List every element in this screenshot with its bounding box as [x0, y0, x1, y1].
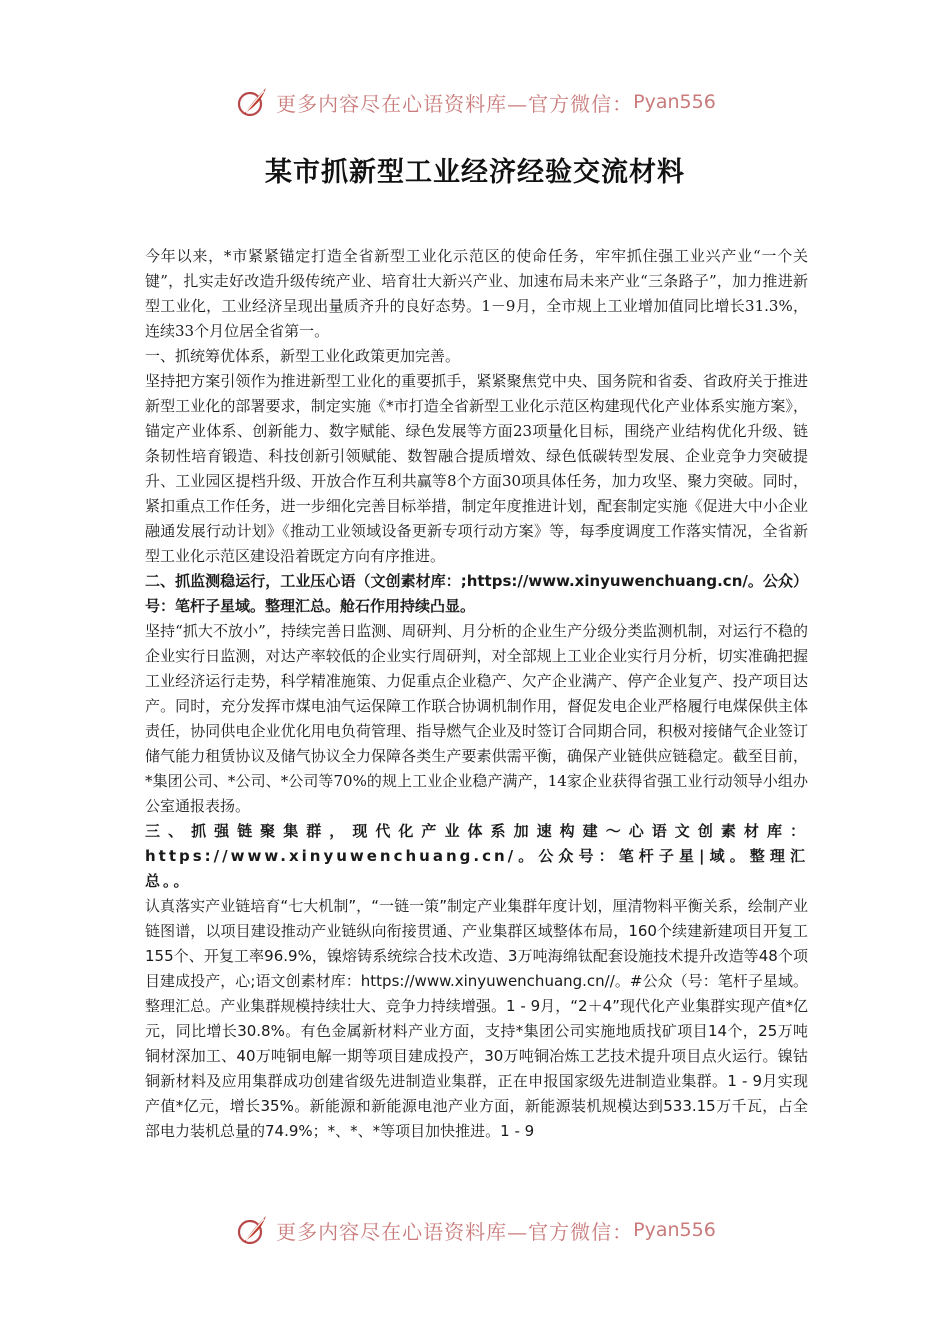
- section-heading-2: 二、抓监测稳运行，工业压心语（文创素材库：;https://www.xinyuwenchuang.cn/。公众）号：笔杆子星域。整理汇总。舱石作用持续凸显。: [145, 572, 808, 615]
- watermark-wechat-id: Pyan556: [633, 1219, 716, 1241]
- section-heading-3: 三、抓强链聚集群，现代化产业体系加速构建～心语文创素材库：https://www.xinyuwenchuang.cn/。公众号：笔杆子星|域。整理汇总。。: [145, 822, 808, 890]
- watermark-banner-top: [0, 82, 950, 122]
- feather-logo-icon: [234, 1212, 270, 1248]
- document-title: 某市抓新型工业经济经验交流材料: [265, 157, 685, 188]
- watermark-wechat-id: Pyan556: [633, 91, 716, 113]
- watermark-text: 更多内容尽在心语资料库—官方微信：: [276, 91, 634, 116]
- watermark-text: 更多内容尽在心语资料库—官方微信：: [276, 1219, 634, 1244]
- feather-logo-icon: [234, 84, 270, 120]
- watermark-banner-bottom: [0, 1210, 950, 1250]
- paragraph-section-2: 坚持“抓大不放小”，持续完善日监测、周研判、月分析的企业生产分级分类监测机制，对运行不稳的企业实行日监测，对达产率较低的企业实行周研判，对全部规上工业企业实行月分析，切实准确把握工业经济运行走势，科学精准施策、力促重点企业稳产、欠产企业满产、停产企业复产、投产项目达产。同时，充分发挥市煤电油气运保障工作联合协调机制作用，督促发电企业严格履行电煤保供主体责任，协同供电企业优化用电负荷管理、指导燃气企业及时签订合同期合同，积极对接储气企业签订储气能力租赁协议及储气协议全力保障各类生产要素供需平衡，确保产业链供应链稳定。截至目前，*集团公司、*公司、*公司等70%的规上工业企业稳产满产，14家企业获得省强工业行动领导小组办公室通报表扬。: [145, 622, 808, 815]
- paragraph-intro: 今年以来，*市紧紧锚定打造全省新型工业化示范区的使命任务，牢牢抓住强工业兴产业“一个关键”，扎实走好改造升级传统产业、培育壮大新兴产业、加速布局未来产业“三条路子”，加力推进新型工业化，工业经济呈现出量质齐升的良好态势。1－9月，全市规上工业增加值同比增长31.3%，连续33个月位居全省第一。: [145, 247, 808, 340]
- section-heading-1: 一、抓统筹优体系，新型工业化政策更加完善。: [145, 347, 461, 365]
- document-body: [145, 244, 808, 1144]
- paragraph-section-3: 认真落实产业链培育“七大机制”，“一链一策”制定产业集群年度计划，厘清物料平衡关系，绘制产业链图谱，以项目建设推动产业链纵向衔接贯通、产业集群区域整体布局，160个续建新建项目开复工155个、开复工率96.9%，镍熔铸系统综合技术改造、3万吨海绵钛配套设施技术提升改造等48个项目建成投产，心;语文创素材库：https://www.xinyuwenchuang.cn//。#公众（号：笔杆子星域。整理汇总。产业集群规模持续壮大、竞争力持续增强。1 - 9月，“2＋4”现代化产业集群实现产值*亿元，同比增长30.8%。有色金属新材料产业方面，支持*集团公司实施地质找矿项目14个，25万吨铜材深加工、40万吨铜电解一期等项目建成投产，30万吨铜冶炼工艺技术提升项目点火运行。镍钴铜新材料及应用集群成功创建省级先进制造业集群，正在申报国家级先进制造业集群。1 - 9月实现产值*亿元，增长35%。新能源和新能源电池产业方面，新能源装机规模达到533.15万千瓦，占全部电力装机总量的74.9%；*、*、*等项目加快推进。1 - 9: [145, 897, 808, 1140]
- paragraph-section-1: 坚持把方案引领作为推进新型工业化的重要抓手，紧紧聚焦党中央、国务院和省委、省政府关于推进新型工业化的部署要求，制定实施《*市打造全省新型工业化示范区构建现代化产业体系实施方案》，锚定产业体系、创新能力、数字赋能、绿色发展等方面23项量化目标，围绕产业结构优化升级、链条韧性培育锻造、科技创新引领赋能、数智融合提质增效、绿色低碳转型发展、企业竞争力突破提升、工业园区提档升级、开放合作互利共赢等8个方面30项具体任务，加力攻坚、聚力突破。同时，紧扣重点工作任务，进一步细化完善目标举措，制定年度推进计划，配套制定实施《促进大中小企业融通发展行动计划》《推动工业领域设备更新专项行动方案》等，每季度调度工作落实情况，全省新型工业化示范区建设沿着既定方向有序推进。: [145, 372, 808, 565]
